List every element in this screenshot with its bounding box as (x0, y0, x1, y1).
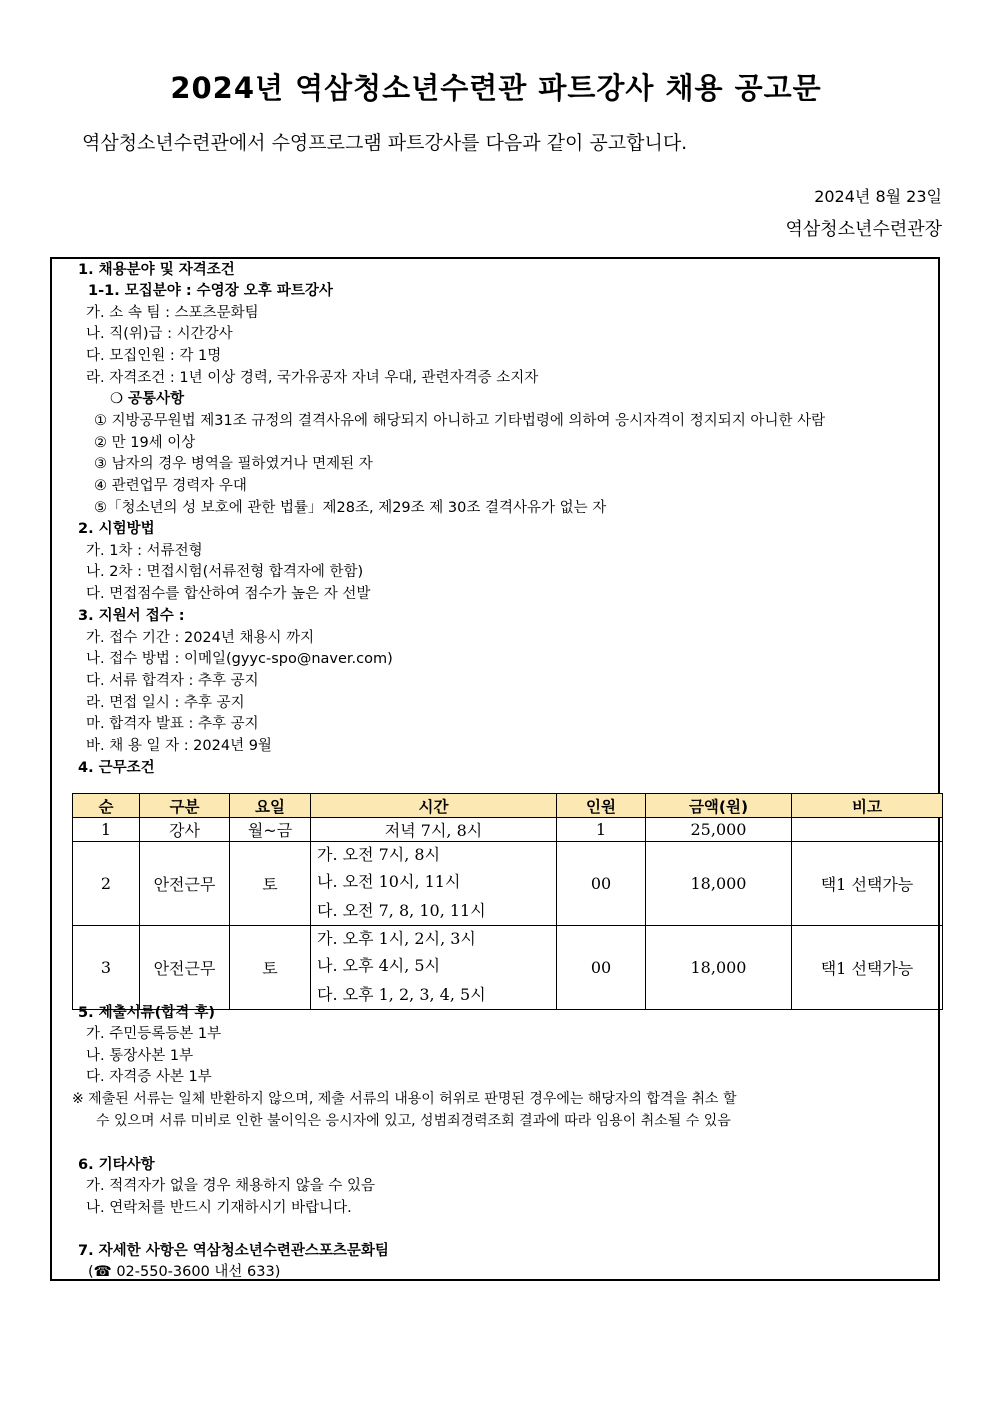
cell-times (311, 842, 557, 926)
section5-item: 나. 통장사본 1부 (86, 1048, 194, 1064)
section3-item: 다. 서류 합격자 : 추후 공지 (86, 673, 259, 689)
cell-days: 월~금 (230, 818, 311, 842)
cell-no: 3 (73, 926, 140, 1010)
cell-amount: 18,000 (646, 842, 792, 926)
section1-item: 라. 자격조건 : 1년 이상 경력, 국가유공자 자녀 우대, 관련자격증 소지자 (86, 370, 539, 386)
time-option: 나. 오전 10시, 11시 (317, 872, 461, 891)
section6-item: 나. 연락처를 반드시 기재하시기 바랍니다. (86, 1200, 352, 1216)
cell-no: 1 (73, 818, 140, 842)
submission-note: 수 있으며 서류 미비로 인한 불이익은 응시자에 있고, 성범죄경력조회 결과에 따라 임용이 취소될 수 있음 (96, 1113, 731, 1129)
work-conditions-table (72, 793, 943, 1010)
section6-heading: 6. 기타사항 (78, 1157, 155, 1173)
common-heading: ❍ 공통사항 (110, 391, 185, 407)
header-times: 시간 (311, 794, 557, 818)
section5-item: 다. 자격증 사본 1부 (86, 1069, 212, 1085)
cell-category: 안전근무 (140, 926, 230, 1010)
header-count: 인원 (557, 794, 646, 818)
section5-item: 가. 주민등록등본 1부 (86, 1026, 222, 1042)
time-option: 다. 오후 1, 2, 3, 4, 5시 (317, 985, 486, 1004)
cell-days: 토 (230, 926, 311, 1010)
organization-name: 역삼청소년수련관장 (785, 219, 942, 240)
intro-text: 역삼청소년수련관에서 수영프로그램 파트강사를 다음과 같이 공고합니다. (82, 132, 688, 154)
cell-note: 택1 선택가능 (792, 926, 943, 1010)
section1-item: 가. 소 속 팀 : 스포츠문화팀 (86, 305, 259, 321)
section3-item: 라. 면접 일시 : 추후 공지 (86, 695, 245, 711)
table-header-row (73, 794, 943, 818)
section3-heading: 3. 지원서 접수 : (78, 608, 185, 624)
table-row (73, 818, 943, 842)
section1-item: 나. 직(위)급 : 시간강사 (86, 326, 233, 342)
cell-amount: 18,000 (646, 926, 792, 1010)
header-amount: 금액(원) (646, 794, 792, 818)
cell-note (792, 818, 943, 842)
cell-count: 00 (557, 842, 646, 926)
table-row (73, 842, 943, 926)
section3-item: 마. 합격자 발표 : 추후 공지 (86, 716, 259, 732)
cell-category: 강사 (140, 818, 230, 842)
section2-item: 가. 1차 : 서류전형 (86, 543, 203, 559)
header-category: 구분 (140, 794, 230, 818)
section3-item: 가. 접수 기간 : 2024년 채용시 까지 (86, 630, 315, 646)
cell-no: 2 (73, 842, 140, 926)
header-no: 순 (73, 794, 140, 818)
time-option: 다. 오전 7, 8, 10, 11시 (317, 901, 486, 920)
header-days: 요일 (230, 794, 311, 818)
section5-heading: 5. 제출서류(합격 후) (78, 1005, 215, 1021)
section1-subheading: 1-1. 모집분야 : 수영장 오후 파트강사 (88, 283, 333, 299)
time-option: 가. 오후 1시, 2시, 3시 (317, 929, 476, 948)
section4-heading: 4. 근무조건 (78, 760, 155, 776)
cell-count: 00 (557, 926, 646, 1010)
section1-item: 다. 모집인원 : 각 1명 (86, 348, 222, 364)
section3-item: 바. 채 용 일 자 : 2024년 9월 (86, 738, 272, 754)
time-option: 가. 오전 7시, 8시 (317, 845, 441, 864)
common-item: ③ 남자의 경우 병역을 필하였거나 면제된 자 (94, 456, 373, 472)
time-option: 나. 오후 4시, 5시 (317, 956, 441, 975)
table-row (73, 926, 943, 1010)
cell-category: 안전근무 (140, 842, 230, 926)
common-item: ① 지방공무원법 제31조 규정의 결격사유에 해당되지 아니하고 기타법령에 의하여 응시자격이 정지되지 아니한 사람 (94, 413, 826, 429)
section2-heading: 2. 시험방법 (78, 521, 155, 537)
section2-item: 나. 2차 : 면접시험(서류전형 합격자에 한함) (86, 564, 364, 580)
contact-phone: (☎ 02-550-3600 내선 633) (88, 1264, 281, 1280)
announcement-date: 2024년 8월 23일 (814, 187, 942, 206)
section6-item: 가. 적격자가 없을 경우 채용하지 않을 수 있음 (86, 1178, 375, 1194)
section2-item: 다. 면접점수를 합산하여 점수가 높은 자 선발 (86, 586, 371, 602)
submission-note: ※ 제출된 서류는 일체 반환하지 않으며, 제출 서류의 내용이 허위로 판명된 경우에는 해당자의 합격을 취소 할 (72, 1091, 737, 1107)
cell-note: 택1 선택가능 (792, 842, 943, 926)
header-note: 비고 (792, 794, 943, 818)
cell-days: 토 (230, 842, 311, 926)
section1-heading: 1. 채용분야 및 자격조건 (78, 262, 235, 278)
common-item: ⑤「청소년의 성 보호에 관한 법률」제28조, 제29조 제 30조 결격사유가 없는 자 (94, 500, 607, 516)
common-item: ② 만 19세 이상 (94, 435, 196, 451)
cell-times (311, 926, 557, 1010)
page-title: 2024년 역삼청소년수련관 파트강사 채용 공고문 (170, 71, 822, 105)
content-box (50, 257, 940, 1281)
common-item: ④ 관련업무 경력자 우대 (94, 478, 247, 494)
section7-heading: 7. 자세한 사항은 역삼청소년수련관스포츠문화팀 (78, 1243, 389, 1259)
cell-times: 저녁 7시, 8시 (311, 818, 557, 842)
cell-amount: 25,000 (646, 818, 792, 842)
cell-count: 1 (557, 818, 646, 842)
section3-item: 나. 접수 방법 : 이메일(gyyc-spo@naver.com) (86, 651, 393, 667)
